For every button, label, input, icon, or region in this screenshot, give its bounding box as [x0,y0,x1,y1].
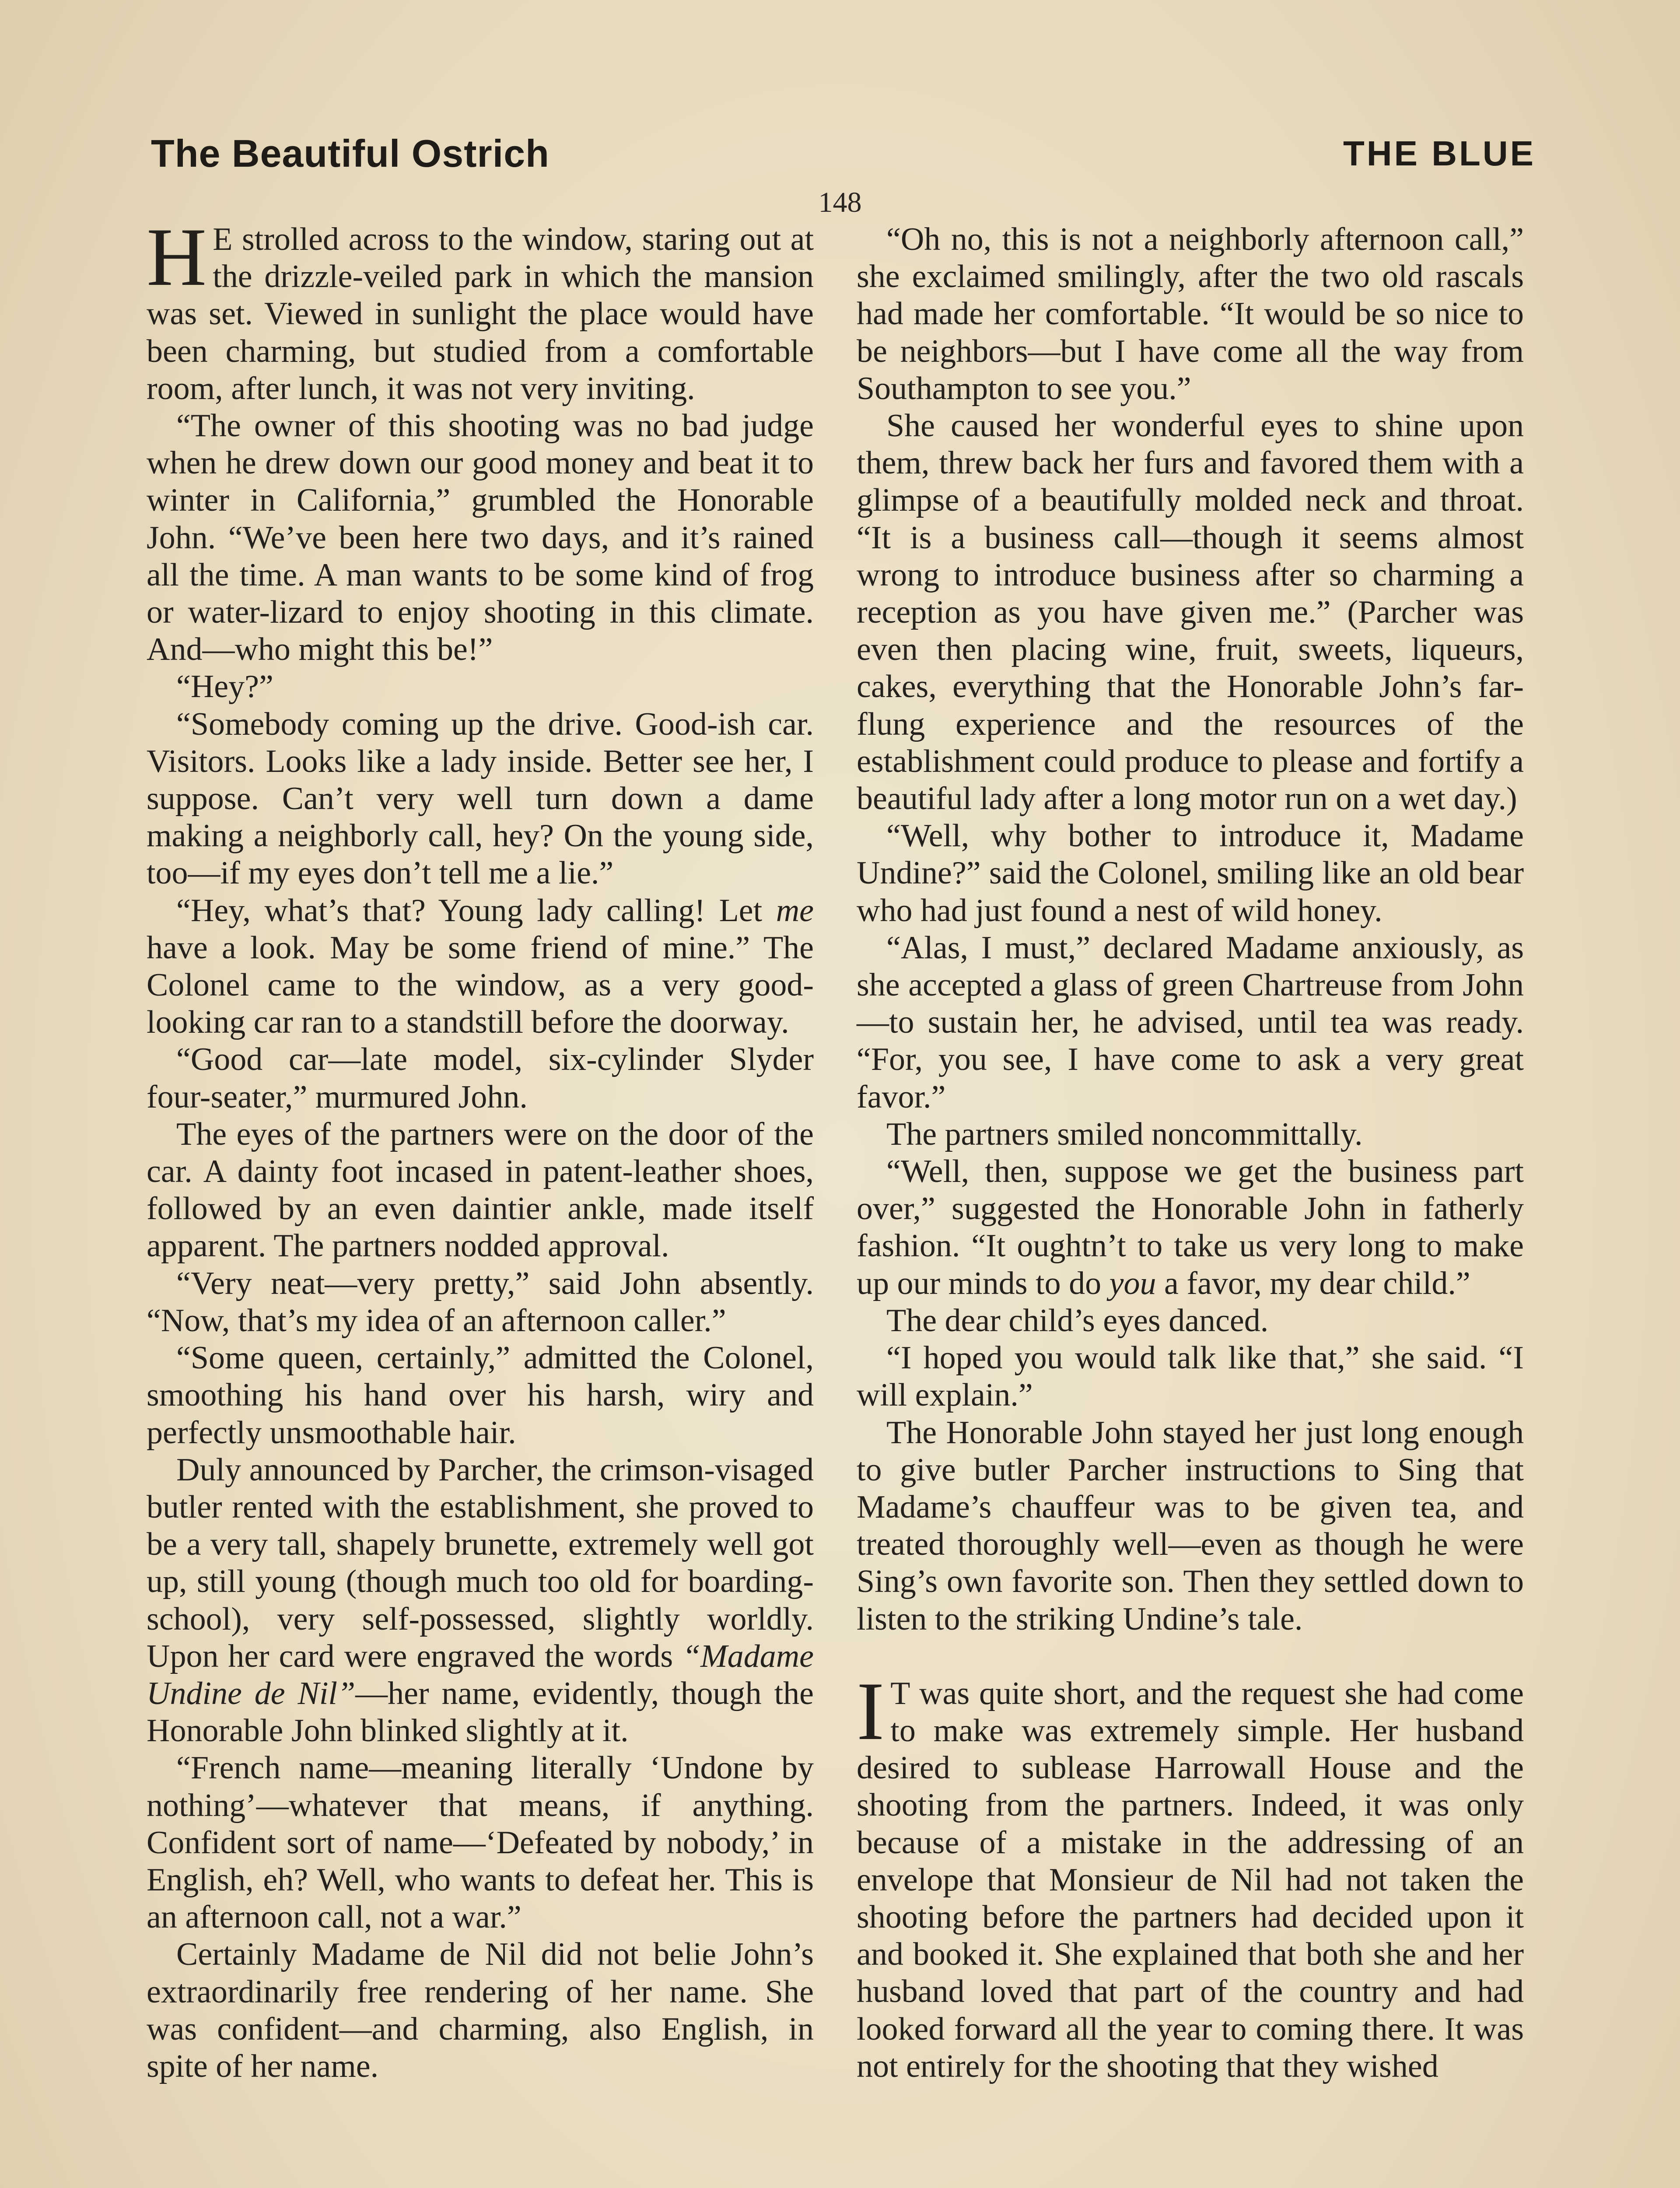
paragraph: “Some queen, certainly,” admitted the Colonel, smoothing his hand over his harsh, wiry and perfectly unsmoothable hair. [147,1340,814,1451]
drop-cap: H [147,211,207,303]
paragraph: I T was quite short, and the request she had come to make was extremely simple. Her husband desired to sublease Harrowall House and the shooting from the partners. Indeed, it was only because of a mistake in the addressing of an envelope that Monsieur de Nil had not taken the shooting before the partners had decided upon it and booked it. She explained that both she and her husband loved that part of the country and had looked forward all the year to coming there. It was not entirely for the shooting that they wished [857,1665,1524,2084]
paragraph: “The owner of this shooting was no bad judge when he drew down our good money and beat it to winter in California,” grumbled the Honorable John. “We’ve been here two days, and it’s rained all the time. A man wants to be some kind of frog or water-lizard to enjoy shooting in this climate. And—who might this be!” [147,408,814,668]
paragraph: She caused her wonderful eyes to shine upon them, threw back her furs and favored them with a glimpse of a beautifully molded neck and throat. “It is a business call—though it seems almost wrong to introduce business after so charming a reception as you have given me.” (Parcher was even then placing wine, fruit, sweets, liqueurs, cakes, everything that the Honorable John’s far-flung experience and the resources of the establishment could produce to please and fortify a beautiful lady after a long motor run on a wet day.) [857,408,1524,817]
left-column [147,211,814,2085]
paragraph: “Oh no, this is not a neighborly afternoon call,” she exclaimed smilingly, after the two old rascals had made her comfortable. “It would be so nice to be neighbors—but I have come all the way from Southampton to see you.” [857,221,1524,407]
paragraph: Duly announced by Parcher, the crimson-visaged butler rented with the establishment, she proved to be a very tall, shapely brunette, extremely well got up, still young (though much too old for boarding-school), very self-possessed, slightly worldly. Upon her card were engraved the words “Madame Undine de Nil”—her name, evidently, though the Honorable John blinked slightly at it. [147,1452,814,1749]
drop-cap: I [857,1665,885,1757]
paragraph: “Hey, what’s that? Young lady calling! Let me have a look. May be some friend of mine.” The Colonel came to the window, as a very good-looking car ran to a standstill before the doorway. [147,892,814,1041]
emphasis: you [1109,1265,1156,1301]
paragraph: The partners smiled noncommittally. [886,1116,1363,1152]
paragraph: “I hoped you would talk like that,” she said. “I will explain.” [857,1340,1524,1413]
emphasis: me [776,892,814,929]
paragraph: The Honorable John stayed her just long enough to give butler Parcher instructions to Sing that Madame’s chauffeur was to be given tea, and treated thoroughly well—even as though he were Sing’s own favorite son. Then they settled down to listen to the striking Undine’s tale. [857,1414,1524,1637]
paragraph: The dear child’s eyes danced. [886,1302,1269,1339]
story-title: The Beautiful Ostrich [151,132,550,175]
paragraph: “French name—meaning literally ‘Undone by nothing’—whatever that means, if anything. Confident sort of name—‘Defeated by nobody,’ in English, eh? Well, who wants to defeat her. This is an afternoon call, not a war.” [147,1750,814,1936]
paragraph: “Hey?” [176,669,273,705]
paragraph: The eyes of the partners were on the door of the car. A dainty foot incased in patent-leather shoes, followed by an even daintier ankle, made itself apparent. The partners nodded approval. [147,1116,814,1264]
emphasis: “Madame Undine de Nil” [147,1638,814,1711]
paragraph: “Well, then, suppose we get the business part over,” suggested the Honorable John in fatherly fashion. “It oughtn’t to take us very long to make up our minds to do you a favor, my dear child.” [857,1154,1524,1301]
paragraph: “Somebody coming up the drive. Good-ish car. Visitors. Looks like a lady inside. Better see her, I suppose. Can’t very well turn down a dame making a neighborly call, hey? On the young side, too—if my eyes don’t tell me a lie.” [147,706,814,891]
paragraph: “Good car—late model, six-cylinder Slyder four-seater,” murmured John. [147,1041,814,1115]
paragraph: Certainly Madame de Nil did not belie John’s extraordinarily free rendering of her name. She was confident—and charming, also English, in spite of her name. [147,1936,814,2084]
page-number: 148 [818,186,862,218]
paragraph: “Very neat—very pretty,” said John absently. “Now, that’s my idea of an afternoon caller.” [147,1265,814,1339]
right-column [857,221,1524,2085]
paragraph: “Well, why bother to introduce it, Madame Undine?” said the Colonel, smiling like an old bear who had just found a nest of wild honey. [857,818,1524,929]
paragraph: “Alas, I must,” declared Madame anxiously, as she accepted a glass of green Chartreuse from John—to sustain her, he advised, until tea was ready. “For, you see, I have come to ask a very great favor.” [857,929,1524,1115]
paragraph: H E strolled across to the window, staring out at the drizzle-veiled park in which the mansion was set. Viewed in sunlight the place would have been charming, but studied from a comfortable room, after lunch, it was not very inviting. [147,211,814,407]
magazine-title: THE BLUE [1343,134,1536,173]
